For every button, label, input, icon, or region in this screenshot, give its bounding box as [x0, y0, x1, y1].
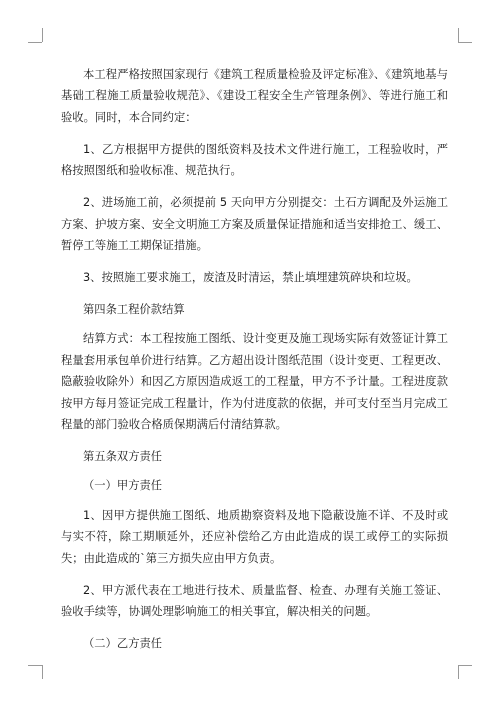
- crop-mark-bottom-right-vertical: [458, 665, 459, 679]
- paragraph-party-a-item-2: 2、甲方派代表在工地进行技术、质量监督、检查、办理有关施工签证、验收手续等，协调处理影响施工的相关事宜，解决相关的问题。: [61, 583, 448, 619]
- crop-mark-top-right-vertical: [458, 28, 459, 42]
- paragraph-standards-intro: 本工程严格按照国家现行《建筑工程质量检验及评定标准》、《建筑地基与基础工程施工质量验收规范》、《建设工程安全生产管理条例》、等进行施工和验收。同时，本合同约定：: [61, 68, 448, 124]
- paragraph-clause-2: 2、进场施工前，必须提前 5 天向甲方分别提交：土石方调配及外运施工方案、护坡方案、安全文明施工方案及质量保证措施和适当安排抢工、缓工、暂停工等施工工期保证措施。: [61, 196, 448, 253]
- subheading-party-a-responsibility: （一）甲方责任: [83, 479, 163, 493]
- section-heading-article-4: 第四条工程价款结算: [83, 303, 185, 317]
- crop-mark-top-left-vertical: [42, 28, 43, 42]
- paragraph-clause-3: 3、按照施工要求施工，废渣及时清运，禁止填埋建筑碎块和垃圾。: [83, 271, 418, 285]
- crop-mark-top-left-horizontal: [28, 42, 42, 43]
- crop-mark-bottom-left-horizontal: [28, 665, 42, 666]
- crop-mark-bottom-left-vertical: [42, 665, 43, 679]
- document-body: [61, 64, 448, 663]
- paragraph-settlement-method: 结算方式：本工程按施工图纸、设计变更及施工现场实际有效签证计算工程量套用承包单价进行结算。乙方超出设计图纸范围（设计变更、工程更改、隐蔽验收除外）和因乙方原因造成返工的工程量，甲方不予计量。工程进度款按甲方每月签证完成工程量计，作为付进度款的依据，并可支付至当月完成工程量的部门验收合格质保期满后付清结算款。: [61, 332, 448, 432]
- paragraph-party-a-item-1: 1、因甲方提供施工图纸、地质勘察资料及地下隐蔽设施不详、不及时或与实不符，除工期顺延外，还应补偿给乙方由此造成的误工或停工的实际损失；由此造成的`第三方损失应由甲方负责。: [61, 508, 448, 565]
- crop-mark-bottom-right-horizontal: [458, 665, 472, 666]
- crop-mark-top-right-horizontal: [458, 42, 472, 43]
- subheading-party-b-responsibility: （二）乙方责任: [83, 637, 163, 651]
- paragraph-clause-1: 1、乙方根据甲方提供的图纸资料及技术文件进行施工，工程验收时，严格按照图纸和验收标准、规范执行。: [61, 142, 448, 178]
- section-heading-article-5: 第五条双方责任: [83, 450, 163, 464]
